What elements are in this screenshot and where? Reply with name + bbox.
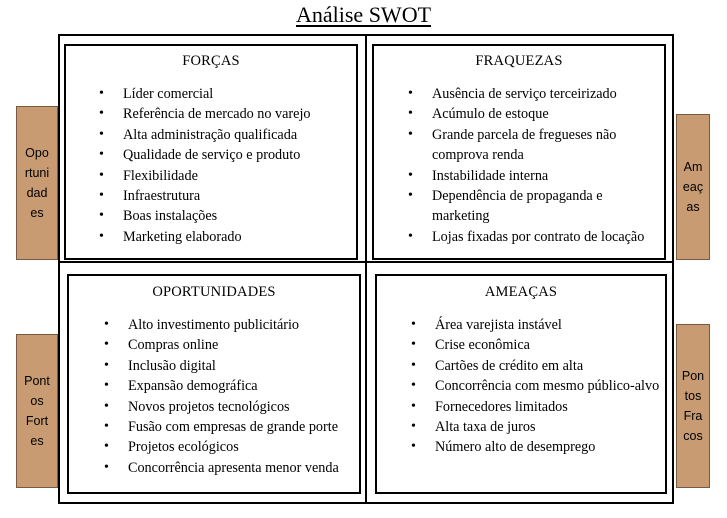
list-item: • Instabilidade interna xyxy=(432,166,660,186)
list-item: • Novos projetos tecnológicos xyxy=(128,397,360,417)
grid-vertical-divider xyxy=(365,34,367,504)
quadrant-strengths xyxy=(64,44,358,260)
list-item: • Concorrência com mesmo público-alvo xyxy=(435,376,661,396)
side-tab-right-top-label: Am eaç as xyxy=(682,160,704,214)
list-item: • Cartões de crédito em alta xyxy=(435,356,661,376)
quadrant-opportunities xyxy=(67,274,361,494)
side-tab-right-bottom xyxy=(676,324,710,488)
list-item: • Alta administração qualificada xyxy=(123,125,348,145)
quadrant-threats-heading: AMEAÇAS xyxy=(484,284,558,300)
diagram-title xyxy=(0,2,727,28)
list-item: • Alta taxa de juros xyxy=(435,417,661,437)
list-item: • Líder comercial xyxy=(123,84,348,104)
quadrant-opportunities-heading: OPORTUNIDADES xyxy=(152,284,276,300)
side-tab-left-top xyxy=(16,106,58,260)
list-item: • Crise econômica xyxy=(435,335,661,355)
list-item: • Expansão demográfica xyxy=(128,376,360,396)
list-item: • Fornecedores limitados xyxy=(435,397,661,417)
list-item: • Dependência de propaganda e marketing xyxy=(432,186,660,227)
list-item: • Infraestrutura xyxy=(123,186,348,206)
side-tab-left-bottom-label: Pont os Fort es xyxy=(24,374,50,448)
quadrant-weaknesses xyxy=(372,44,666,260)
quadrant-strengths-list xyxy=(123,84,348,247)
list-item: • Inclusão digital xyxy=(128,356,360,376)
list-item: • Compras online xyxy=(128,335,360,355)
list-item: • Referência de mercado no varejo xyxy=(123,104,348,124)
side-tab-left-bottom xyxy=(16,334,58,488)
quadrant-strengths-heading: FORÇAS xyxy=(182,53,240,69)
grid-horizontal-divider xyxy=(58,261,674,263)
quadrant-threats xyxy=(375,274,667,494)
list-item: • Ausência de serviço terceirizado xyxy=(432,84,660,104)
list-item: • Grande parcela de fregueses não comprova renda xyxy=(432,125,660,166)
list-item: • Alto investimento publicitário xyxy=(128,315,360,335)
side-tab-left-top-label: Opo rtuni dad es xyxy=(24,146,50,220)
list-item: • Concorrência apresenta menor venda xyxy=(128,458,360,478)
quadrant-weaknesses-list xyxy=(432,84,660,247)
quadrant-threats-list xyxy=(435,315,661,458)
list-item: • Número alto de desemprego xyxy=(435,437,661,457)
side-tab-right-top xyxy=(676,114,710,260)
list-item: • Fusão com empresas de grande porte xyxy=(128,417,360,437)
list-item: • Área varejista instável xyxy=(435,315,661,335)
list-item: • Boas instalações xyxy=(123,206,348,226)
list-item: • Projetos ecológicos xyxy=(128,437,360,457)
list-item: • Lojas fixadas por contrato de locação xyxy=(432,227,660,247)
diagram-title-text: Análise SWOT xyxy=(295,2,432,27)
list-item: • Qualidade de serviço e produto xyxy=(123,145,348,165)
quadrant-weaknesses-heading: FRAQUEZAS xyxy=(475,53,563,69)
side-tab-right-bottom-label: Pon tos Fra cos xyxy=(681,369,705,443)
quadrant-opportunities-list xyxy=(128,315,360,478)
list-item: • Marketing elaborado xyxy=(123,227,348,247)
list-item: • Acúmulo de estoque xyxy=(432,104,660,124)
list-item: • Flexibilidade xyxy=(123,166,348,186)
